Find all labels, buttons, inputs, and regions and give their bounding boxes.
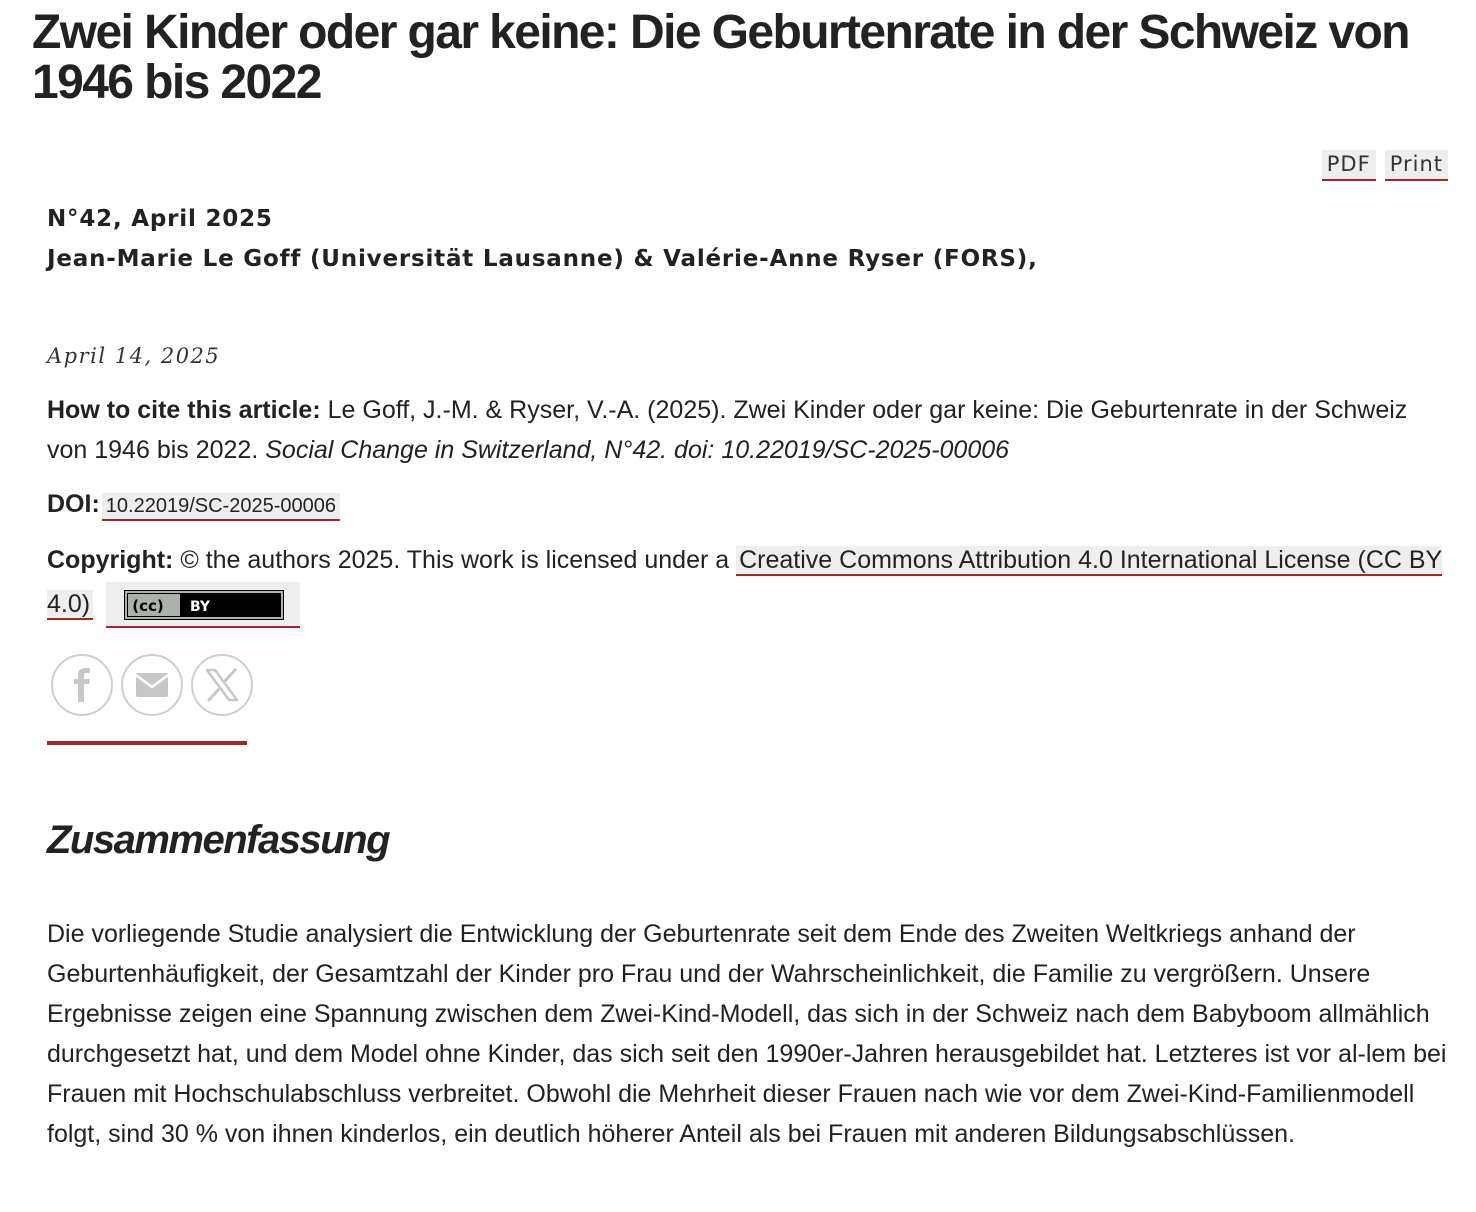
authors: Jean-Marie Le Goff (Universität Lausanne) & Valérie-Anne Ryser (FORS), (47, 246, 1038, 272)
doi-block (47, 484, 1447, 526)
citation-source: Social Change in Switzerland, N°42. doi: 10.22019/SC-2025-00006 (265, 436, 1010, 464)
x-icon (205, 668, 239, 702)
doi-link[interactable]: 10.22019/SC-2025-00006 (102, 493, 340, 521)
copyright-text: © the authors 2025. This work is licensed under a (180, 546, 730, 574)
license-link[interactable]: Creative Commons Attribution 4.0 International License (CC BY 4.0) (47, 546, 1443, 618)
copyright-label: Copyright: (47, 546, 174, 574)
by-badge-text: BY (190, 599, 211, 616)
email-icon (136, 673, 168, 697)
cc-badge-text: (cc) (132, 597, 164, 616)
citation-block (47, 390, 1447, 470)
section-divider (47, 741, 247, 745)
share-facebook-button[interactable] (51, 654, 113, 716)
share-buttons (51, 654, 253, 716)
cc-by-badge (124, 590, 284, 620)
copyright-block (47, 538, 1447, 628)
citation-text: Le Goff, J.-M. & Ryser, V.-A. (2025). Zwei Kinder oder gar keine: Die Geburtenrate in der Schweiz von 1946 bis 2022. (47, 396, 1408, 464)
citation-label: How to cite this article: (47, 396, 321, 424)
cc-by-badge-link[interactable] (106, 582, 300, 628)
issue-number: N°42, April 2025 (47, 206, 273, 232)
article-actions (1322, 150, 1448, 181)
abstract-text: Die vorliegende Studie analysiert die Entwicklung der Geburtenrate seit dem Ende des Zweiten Weltkriegs anhand der Geburtenhäufigkeit, der Gesamtzahl der Kinder pro Frau und der Wahrscheinlichkeit, die Familie zu vergrößern. Unsere Ergebnisse zeigen eine Spannung zwischen dem Zwei-Kind-Modell, das sich in der Schweiz nach dem Babyboom allmählich durchgesetzt hat, und dem Model ohne Kinder, das sich seit den 1990er-Jahren herausgebildet hat. Letzteres ist vor al-lem bei Frauen mit Hochschulabschluss verbreitet. Obwohl die Mehrheit dieser Frauen nach wie vor dem Zwei-Kind-Familienmodell folgt, sind 30 % von ihnen kinderlos, ein deutlich höherer Anteil als bei Frauen mit anderen Bildungsabschlüssen. (47, 920, 1447, 1148)
doi-label: DOI: (47, 490, 100, 518)
print-button[interactable]: Print (1385, 150, 1448, 181)
article-title: Zwei Kinder oder gar keine: Die Geburtenrate in der Schweiz von 1946 bis 2022 (32, 6, 1409, 109)
publication-date: April 14, 2025 (47, 344, 221, 368)
share-x-button[interactable] (191, 654, 253, 716)
share-email-button[interactable] (121, 654, 183, 716)
pdf-button[interactable]: PDF (1322, 150, 1376, 181)
facebook-icon (67, 667, 97, 703)
abstract-heading: Zusammenfassung (47, 818, 390, 862)
